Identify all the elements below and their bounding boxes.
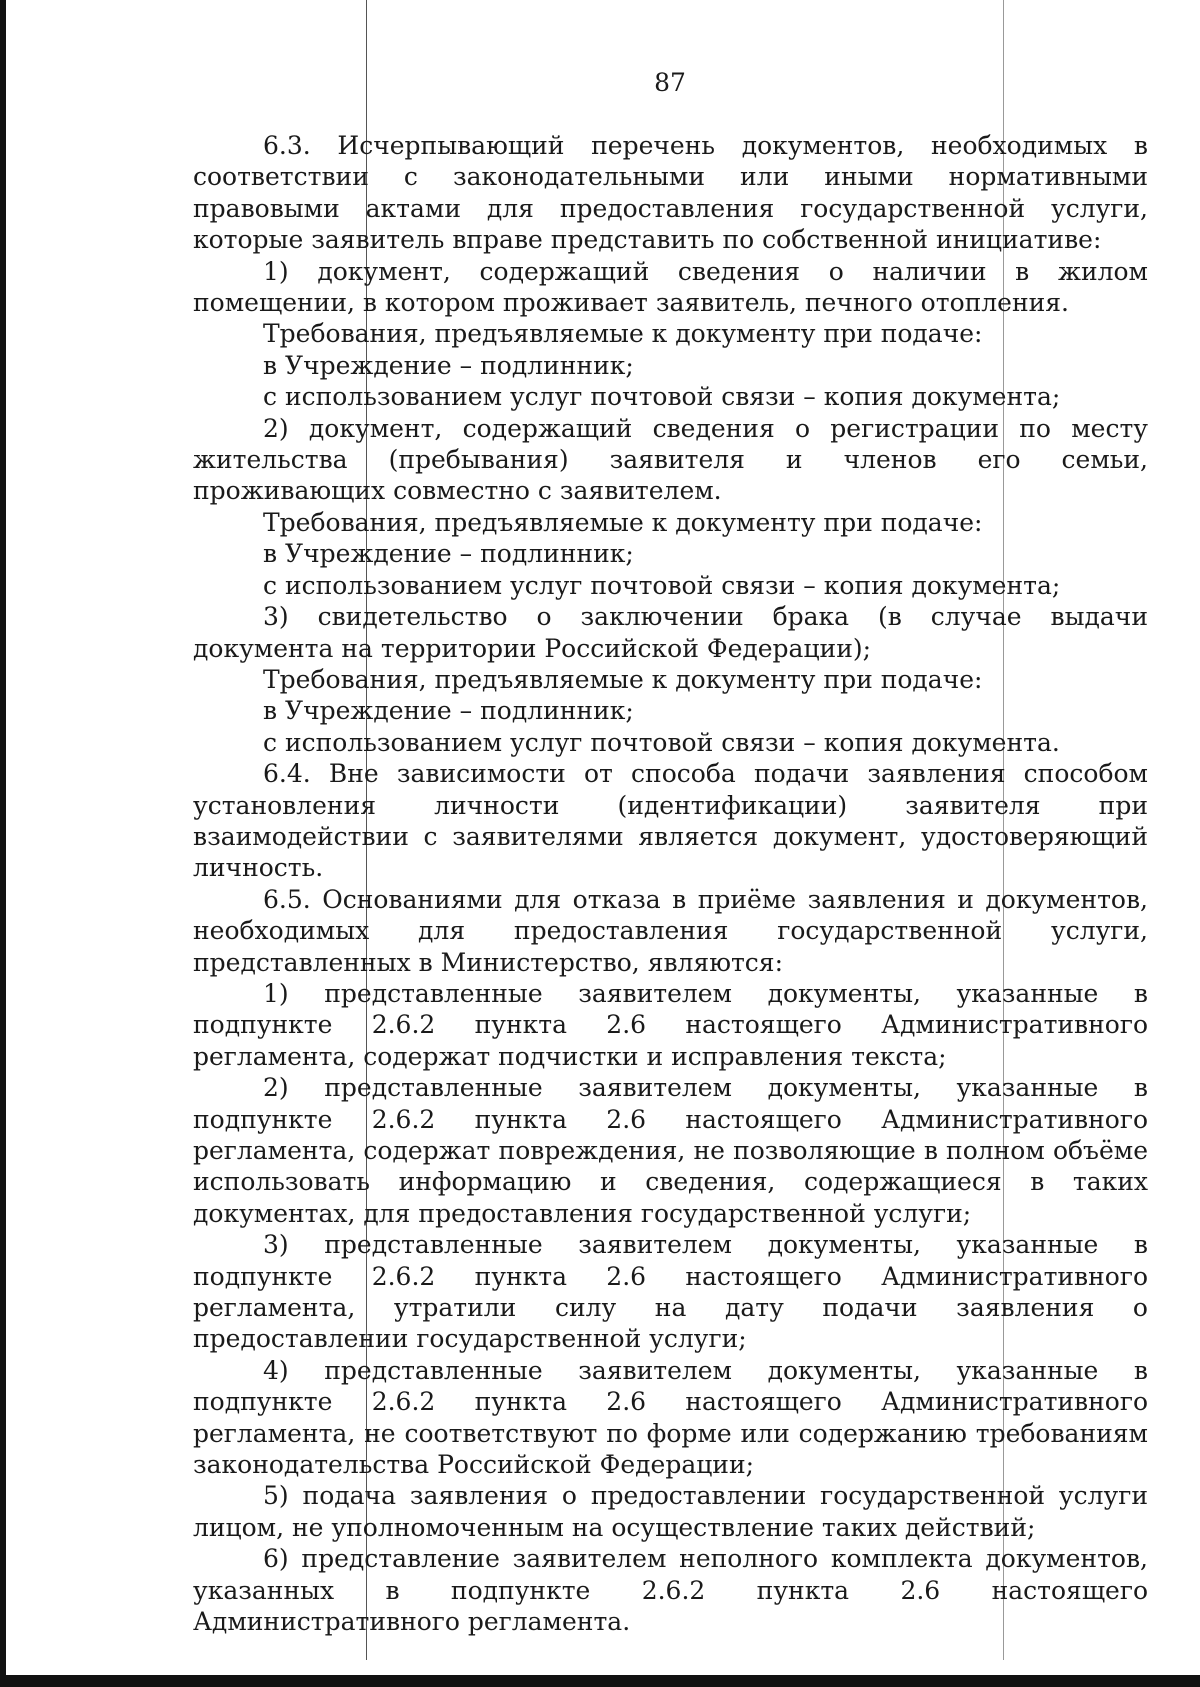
requirement-item: в Учреждение – подлинник; [263,696,634,726]
list-item: 3) представленные заявителем документы, указанные в подпункте 2.6.2 пункта 2.6 настоящего Административного регламента, утратили силу на дату подачи заявления о предоставлении государственной услуги; [193,1230,1148,1354]
paragraph-6-3: 6.3. Исчерпывающий перечень документов, необходимых в соответствии с законодательными или иными нормативными правовыми актами для предоставления государственной услуги, которые заявитель вправе представить по собственной инициативе: [193,131,1148,255]
requirement-item: в Учреждение – подлинник; [263,539,634,569]
list-item: 5) подача заявления о предоставлении государственной услуги лицом, не уполномоченным на осуществление таких действий; [193,1481,1148,1542]
list-item: 3) свидетельство о заключении брака (в случае выдачи документа на территории Российской Федерации); [193,602,1148,663]
requirements-heading: Требования, предъявляемые к документу при подаче: [263,664,983,694]
list-item: 2) документ, содержащий сведения о регистрации по месту жительства (пребывания) заявителя и членов его семьи, проживающих совместно с заявителем. [193,413,1148,506]
requirement-item: с использованием услуг почтовой связи – копия документа. [263,727,1060,757]
requirement-item: в Учреждение – подлинник; [263,350,634,380]
list-item: 6) представление заявителем неполного комплекта документов, указанных в подпункте 2.6.2 пункта 2.6 настоящего Административного регламента. [193,1544,1148,1637]
scan-bottom-edge [0,1675,1200,1687]
list-item: 2) представленные заявителем документы, указанные в подпункте 2.6.2 пункта 2.6 настоящего Административного регламента, содержат повреждения, не позволяющие в полном объёме использовать информацию и сведения, содержащиеся в таких документах, для предоставления государственной услуги; [193,1073,1148,1228]
requirements-heading: Требования, предъявляемые к документу при подаче: [263,507,983,537]
list-item: 1) документ, содержащий сведения о наличии в жилом помещении, в котором проживает заявитель, печного отопления. [193,256,1148,318]
page-number: 87 [654,68,686,97]
scan-left-edge [0,0,6,1687]
document-body [193,130,1148,1638]
requirements-heading: Требования, предъявляемые к документу при подаче: [263,319,983,349]
list-item: 4) представленные заявителем документы, указанные в подпункте 2.6.2 пункта 2.6 настоящего Административного регламента, не соответствуют по форме или содержанию требованиям законодательства Российской Федерации; [193,1355,1148,1480]
list-item: 1) представленные заявителем документы, указанные в подпункте 2.6.2 пункта 2.6 настоящего Административного регламента, содержат подчистки и исправления текста; [193,978,1148,1071]
requirement-item: с использованием услуг почтовой связи – копия документа; [263,382,1061,412]
paragraph-6-4: 6.4. Вне зависимости от способа подачи заявления способом установления личности (идентификации) заявителя при взаимодействии с заявителями является документ, удостоверяющий личность. [193,759,1148,883]
paragraph-6-5: 6.5. Основаниями для отказа в приёме заявления и документов, необходимых для предоставления государственной услуги, представленных в Министерство, являются: [193,884,1148,977]
requirement-item: с использованием услуг почтовой связи – копия документа; [263,570,1061,600]
